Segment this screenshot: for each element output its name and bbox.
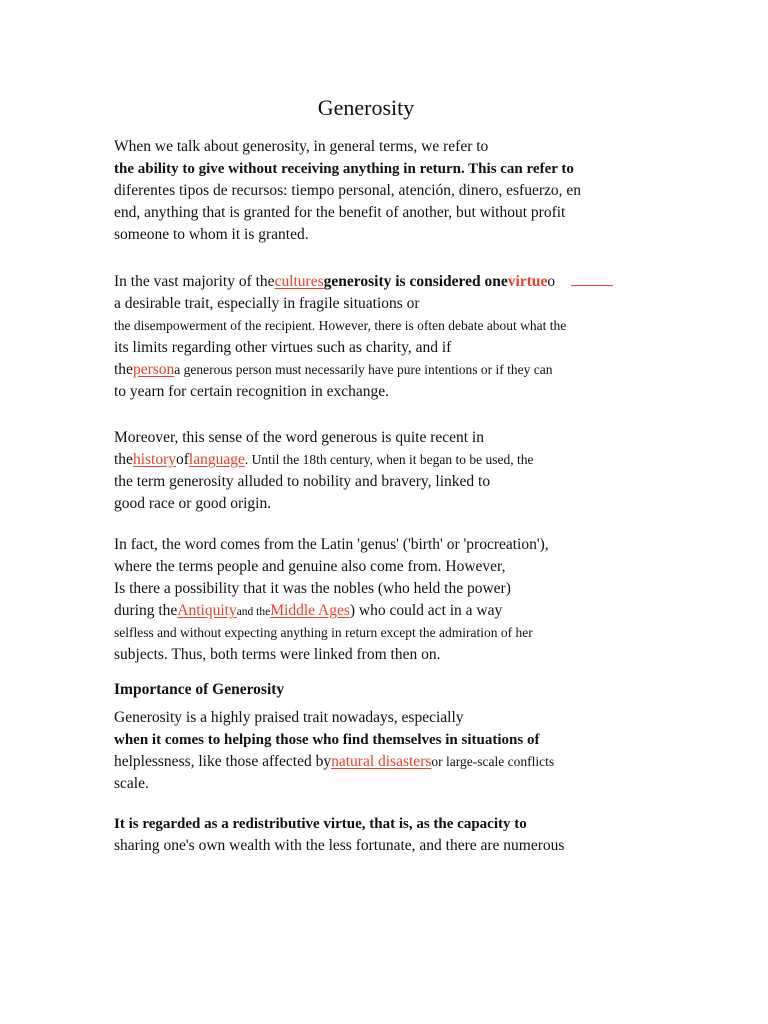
virtue-text: virtue: [507, 273, 548, 290]
text-span: the: [114, 361, 133, 378]
text-line: [114, 449, 674, 471]
page-title: Generosity: [317, 95, 415, 120]
text-span: and the: [236, 606, 271, 618]
natural-disasters-link[interactable]: natural disasters: [331, 753, 432, 770]
text-span: generosity is considered one: [323, 273, 508, 290]
middle-ages-link[interactable]: Middle Ages: [270, 602, 350, 619]
language-link[interactable]: language: [188, 451, 245, 468]
text-line: [114, 751, 674, 773]
person-link[interactable]: person: [132, 361, 175, 378]
text-line: When we talk about generosity, in general terms, we refer to: [114, 138, 489, 155]
text-span: during the: [114, 602, 178, 619]
text-line: Moreover, this sense of the word generous is quite recent in: [114, 429, 484, 446]
text-line: [114, 359, 674, 381]
text-line: to yearn for certain recognition in exchange.: [114, 383, 390, 400]
text-line: Generosity is a highly praised trait nowadays, especially: [114, 709, 464, 726]
text-span: . Until the 18th century, when it began to be used, the: [244, 452, 534, 467]
text-line: In fact, the word comes from the Latin 'genus' ('birth' or 'procreation'),: [114, 536, 549, 553]
text-line: Is there a possibility that it was the nobles (who held the power): [114, 580, 511, 597]
text-line: subjects. Thus, both terms were linked from then on.: [114, 646, 441, 663]
text-line: [114, 271, 674, 293]
text-line: a desirable trait, especially in fragile situations or: [114, 295, 420, 312]
section-heading: Importance of Generosity: [114, 681, 285, 698]
text-line: the ability to give without receiving anything in return. This can refer to: [114, 161, 574, 177]
paragraph-5: [114, 707, 674, 795]
text-line: end, anything that is granted for the benefit of another, but without profit: [114, 204, 566, 221]
paragraph-6: [114, 813, 674, 857]
text-line: the term generosity alluded to nobility and bravery, linked to: [114, 473, 491, 490]
text-span: In the vast majority of the: [114, 273, 275, 290]
text-span: of: [176, 451, 189, 468]
text-span: or large-scale conflicts: [431, 754, 555, 769]
paragraph-1: [114, 136, 674, 246]
paragraph-2: [114, 271, 674, 403]
text-line: where the terms people and genuine also come from. However,: [114, 558, 506, 575]
text-line: when it comes to helping those who find themselves in situations of: [114, 732, 540, 748]
text-line: It is regarded as a redistributive virtue, that is, as the capacity to: [114, 816, 527, 832]
text-line: selfless and without expecting anything in return except the admiration of her: [114, 625, 533, 640]
text-span: the: [114, 451, 133, 468]
text-line: diferentes tipos de recursos: tiempo personal, atención, dinero, esfuerzo, en: [114, 182, 581, 199]
history-link[interactable]: history: [132, 451, 176, 468]
blank-underline: [571, 273, 613, 286]
paragraph-4: [114, 534, 674, 666]
text-line: scale.: [114, 775, 149, 792]
text-line: the disempowerment of the recipient. However, there is often debate about what the: [114, 318, 567, 333]
text-line: someone to whom it is granted.: [114, 226, 309, 243]
antiquity-link[interactable]: Antiquity: [177, 602, 237, 619]
text-span: helplessness, like those affected by: [114, 753, 332, 770]
text-line: good race or good origin.: [114, 495, 272, 512]
paragraph-3: [114, 427, 674, 515]
text-line: [114, 600, 674, 622]
text-line: sharing one's own wealth with the less fortunate, and there are numerous: [114, 837, 565, 854]
text-line: its limits regarding other virtues such as charity, and if: [114, 339, 452, 356]
cultures-link[interactable]: cultures: [274, 273, 324, 290]
text-span: ) who could act in a way: [349, 602, 503, 619]
text-span: o: [547, 273, 556, 290]
text-span: a generous person must necessarily have pure intentions or if they can: [174, 362, 553, 377]
